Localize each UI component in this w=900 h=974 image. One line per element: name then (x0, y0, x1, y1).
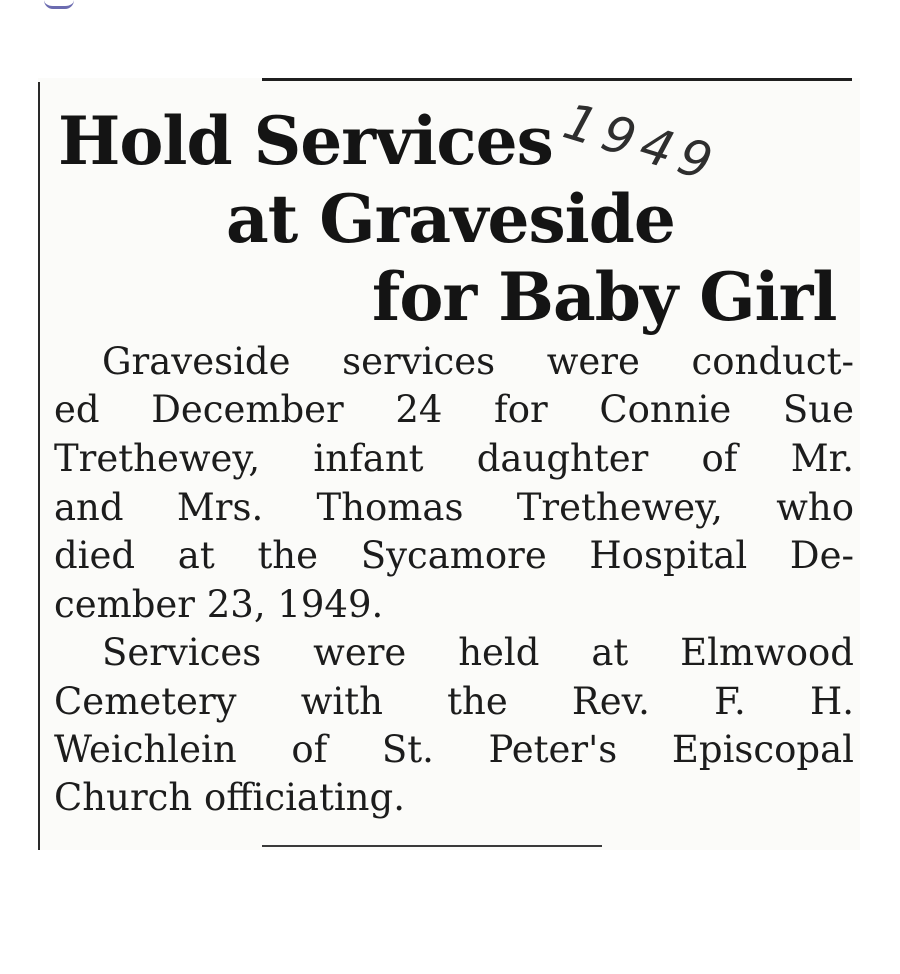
body-line: Church officiating. (54, 776, 405, 819)
body-line: Services were held at Elmwood (102, 631, 854, 674)
page-corner-mark (44, 0, 74, 9)
column-rule-bottom (262, 845, 602, 847)
headline-line-2: at Graveside (226, 180, 675, 258)
body-line: died at the Sycamore Hospital De- (54, 534, 854, 577)
handwritten-year: 1949 (557, 92, 727, 195)
body-line: Trethewey, infant daughter of Mr. (54, 437, 854, 480)
body-line: Weichlein of St. Peter's Episcopal (54, 728, 854, 771)
headline-line-1: Hold Services (58, 102, 553, 180)
column-rule-top (262, 78, 852, 81)
body-line: Cemetery with the Rev. F. H. (54, 680, 854, 723)
body-line: ed December 24 for Connie Sue (54, 388, 854, 431)
body-line: cember 23, 1949. (54, 583, 384, 626)
body-line: and Mrs. Thomas Trethewey, who (54, 486, 854, 529)
headline-line-3: for Baby Girl (372, 258, 837, 336)
column-rule-left (38, 82, 40, 850)
body-line: Graveside services were conduct- (102, 340, 854, 383)
